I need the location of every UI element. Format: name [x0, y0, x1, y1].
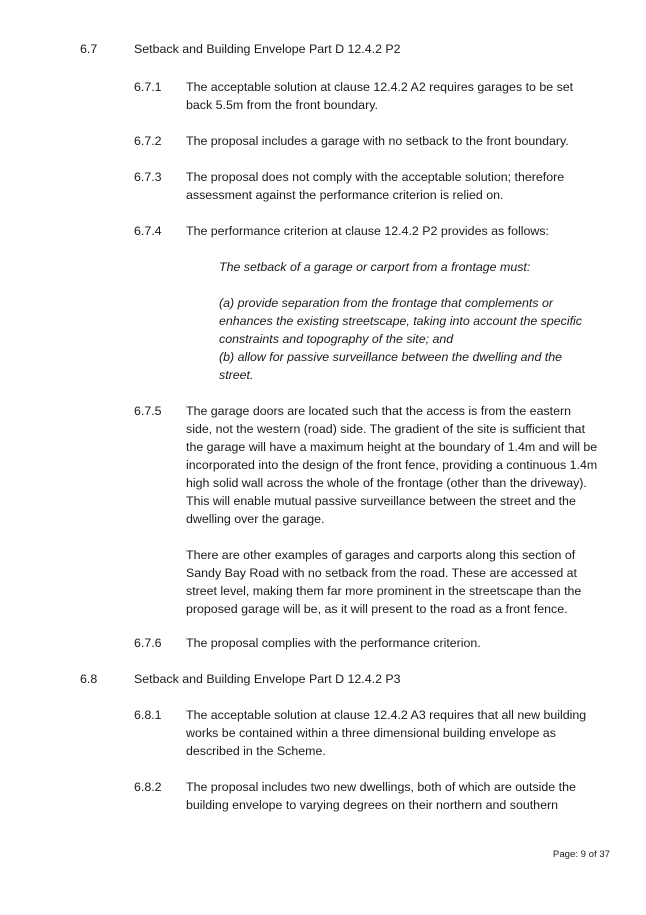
page-number: Page: 9 of 37	[552, 849, 610, 860]
paragraph: The proposal includes a garage with no setback to the front boundary.	[186, 134, 569, 148]
clause-number: 6.8.2	[134, 780, 162, 794]
section-heading: Setback and Building Envelope Part D 12.4.2 P3	[134, 672, 401, 686]
clause-text	[186, 634, 596, 652]
clause-text	[186, 132, 598, 150]
clause-text	[186, 546, 590, 618]
section-heading: Setback and Building Envelope Part D 12.4.2 P2	[134, 42, 401, 56]
clause-text	[186, 222, 598, 240]
clause-number: 6.8.1	[134, 708, 162, 722]
clause-text	[186, 402, 600, 528]
paragraph: The acceptable solution at clause 12.4.2 A3 requires that all new building works be contained within a three dimensional building envelope as described in the Scheme.	[186, 708, 587, 758]
clause-number: 6.7.3	[134, 170, 162, 184]
paragraph: The proposal includes two new dwellings, both of which are outside the building envelope to varying degrees on their northern and southern	[186, 780, 576, 812]
quote-clause-a: (a) provide separation from the frontage that complements or enhances the existing streetscape, taking into account the specific constraints and topography of the site; and	[219, 296, 582, 346]
paragraph: The garage doors are located such that the access is from the eastern side, not the western (road) side. The gradient of the site is sufficient that the garage will have a maximum height at the boundary of 1.4m and will be incorporated into the design of the front fence, providing a continuous 1.4m high solid wall across the whole of the frontage (other than the driveway). This will enable mutual passive surveillance between the street and the dwelling over the garage.	[186, 404, 598, 526]
quote-clause-b: (b) allow for passive surveillance between the dwelling and the street.	[219, 350, 562, 382]
section-number: 6.7	[80, 42, 98, 56]
section-number: 6.8	[80, 672, 98, 686]
paragraph: The performance criterion at clause 12.4.2 P2 provides as follows:	[186, 224, 549, 238]
quote-intro: The setback of a garage or carport from a frontage must:	[219, 260, 531, 274]
clause-number: 6.7.1	[134, 80, 162, 94]
clause-number: 6.7.4	[134, 224, 162, 238]
paragraph: The proposal complies with the performance criterion.	[186, 636, 481, 650]
clause-number: 6.7.5	[134, 404, 162, 418]
clause-text	[186, 78, 591, 114]
clause-number: 6.7.6	[134, 636, 162, 650]
clause-number: 6.7.2	[134, 134, 162, 148]
paragraph: The proposal does not comply with the acceptable solution; therefore assessment against the performance criterion is relied on.	[186, 170, 565, 202]
clause-text	[186, 778, 590, 814]
paragraph: There are other examples of garages and carports along this section of Sandy Bay Road with no setback from the road. These are accessed at street level, making them far more prominent in the streetscape than the proposed garage will be, as it will present to the road as a front fence.	[186, 548, 582, 616]
paragraph: The acceptable solution at clause 12.4.2 A2 requires garages to be set back 5.5m from the front boundary.	[186, 80, 574, 112]
clause-text	[186, 168, 586, 204]
clause-text	[186, 706, 598, 760]
